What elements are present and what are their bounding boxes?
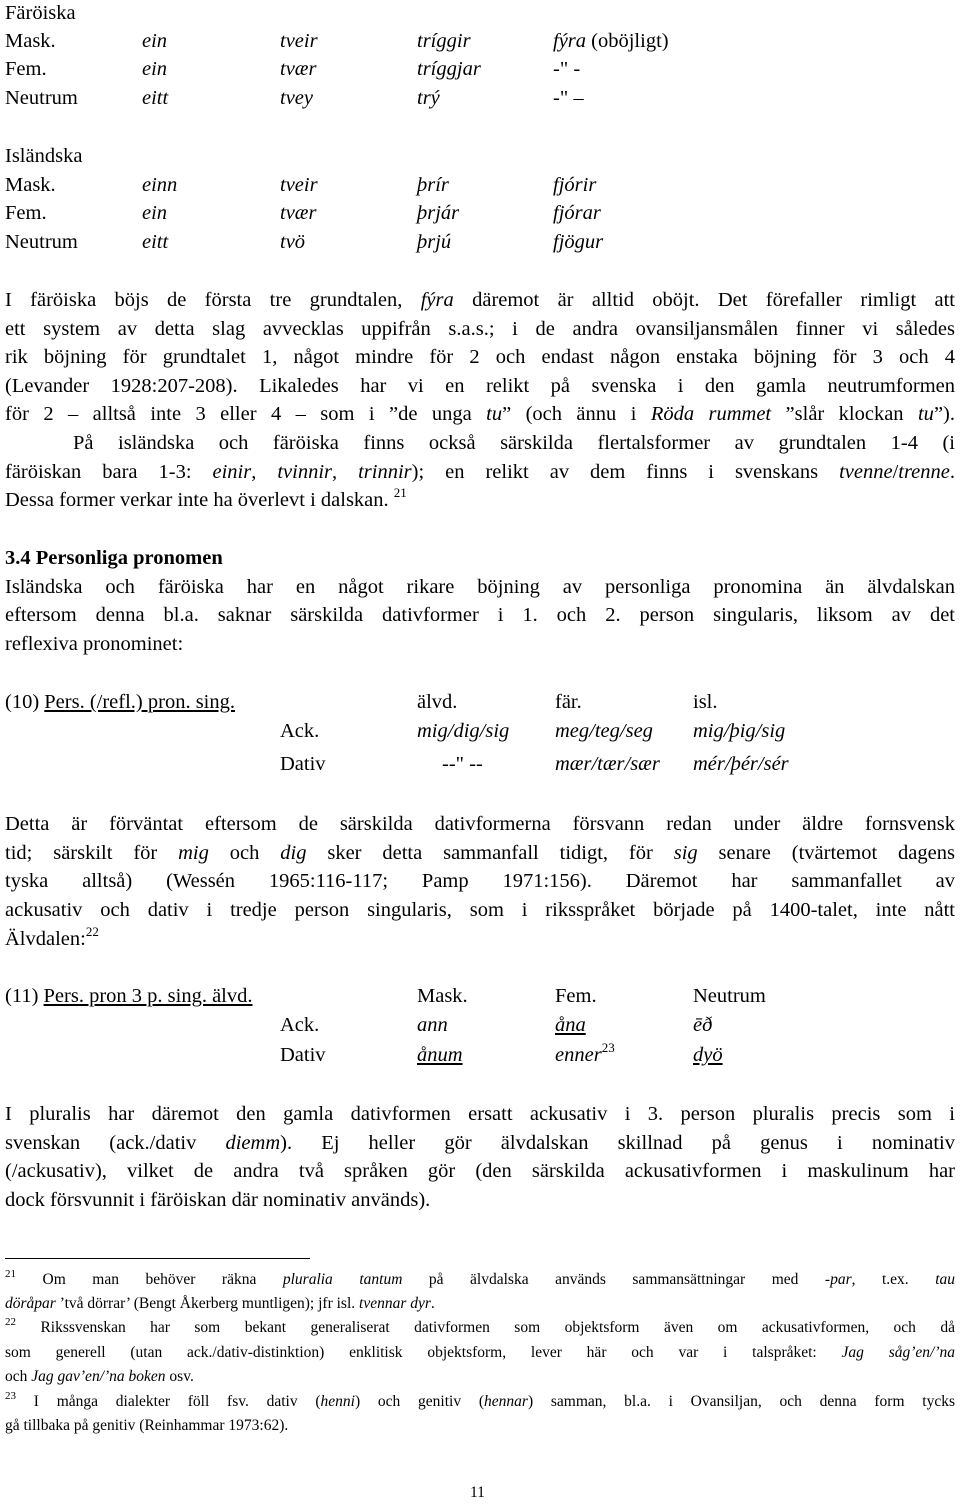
numeral-1: eitt [142, 87, 169, 109]
footnote-21: $^{21}$ Om man behöver räkna pluralia tantum på älvdalska används sammansättningar med -par, t.ex. tau [5, 1268, 956, 1288]
footnote-ref[interactable]: 21 [393, 485, 407, 500]
numeral-2: tvö [280, 231, 306, 253]
numeral-2: tvær [280, 58, 317, 80]
column-header: Neutrum [693, 985, 766, 1007]
page-number: 11 [470, 1484, 485, 1501]
footnote-ref[interactable]: 22 [85, 924, 99, 939]
numeral-3: trý [417, 87, 440, 109]
form-cell: ann [417, 1014, 448, 1036]
icelandic-heading: Isländska [5, 145, 83, 167]
column-header: Fem. [555, 985, 597, 1007]
numeral-4: fýra (oböjligt) [553, 30, 669, 52]
numeral-4: fjórir [553, 174, 597, 196]
form-cell: mær/tær/sær [555, 753, 660, 775]
case-label: Ack. [280, 1014, 320, 1036]
footnote-22: $^{22}$ Rikssvenskan har som bekant generaliserat dativformen som objektsform även om ackusativformen, och då [5, 1316, 955, 1336]
gender-label: Fem. [5, 202, 47, 224]
form-cell: ēð [693, 1014, 713, 1036]
form-cell: ånum [417, 1044, 463, 1066]
numeral-3: tríggir [417, 30, 471, 52]
numeral-3: þrír [417, 174, 449, 196]
numeral-2: tveir [280, 30, 318, 52]
example-label: (10) Pers. (/refl.) pron. sing. [5, 691, 236, 713]
numeral-3: þrjú [417, 231, 452, 253]
column-header: älvd. [417, 691, 458, 713]
case-label: Dativ [280, 753, 326, 775]
numeral-4: -" – [553, 87, 584, 109]
form-cell: meg/teg/seg [555, 720, 653, 742]
form-cell: mig/þig/sig [693, 720, 786, 742]
form-cell: enner$^{23}$ [555, 1040, 615, 1066]
numeral-1: ein [142, 30, 168, 52]
numeral-2: tvey [280, 87, 313, 109]
form-cell: --" -- [442, 753, 483, 775]
column-header: Mask. [417, 985, 468, 1007]
case-label: Ack. [280, 720, 320, 742]
numeral-2: tveir [280, 174, 318, 196]
numeral-4: -" - [553, 58, 581, 80]
footnote-separator [5, 1258, 310, 1259]
form-cell: dyö [693, 1044, 723, 1066]
numeral-2: tvær [280, 202, 317, 224]
footnote-23: $^{23}$ I många dialekter föll fsv. dativ (henni) och genitiv (hennar) samman, bl.a. i Ovansiljan, och denna form tycks [5, 1390, 955, 1410]
numeral-3: þrjár [417, 202, 460, 224]
numeral-1: einn [142, 174, 178, 196]
numeral-4: fjögur [553, 231, 604, 253]
column-header: fär. [555, 691, 582, 713]
gender-label: Fem. [5, 58, 47, 80]
case-label: Dativ [280, 1044, 326, 1066]
numeral-1: ein [142, 202, 168, 224]
column-header: isl. [693, 691, 718, 713]
form-cell: mig/dig/sig [417, 720, 510, 742]
example-label: (11) Pers. pron 3 p. sing. älvd. [5, 985, 253, 1007]
numeral-1: ein [142, 58, 168, 80]
gender-label: Mask. [5, 174, 56, 196]
numeral-4: fjórar [553, 202, 601, 224]
section-heading: 3.4 Personliga pronomen [5, 547, 223, 569]
form-cell: åna [555, 1014, 586, 1036]
faroese-heading: Färöiska [5, 2, 76, 24]
form-cell: mér/þér/sér [693, 753, 789, 775]
numeral-3: tríggjar [417, 58, 481, 80]
footnote-ref[interactable]: 23 [601, 1040, 615, 1055]
numeral-1: eitt [142, 231, 169, 253]
gender-label: Neutrum [5, 87, 78, 109]
gender-label: Mask. [5, 30, 56, 52]
gender-label: Neutrum [5, 231, 78, 253]
